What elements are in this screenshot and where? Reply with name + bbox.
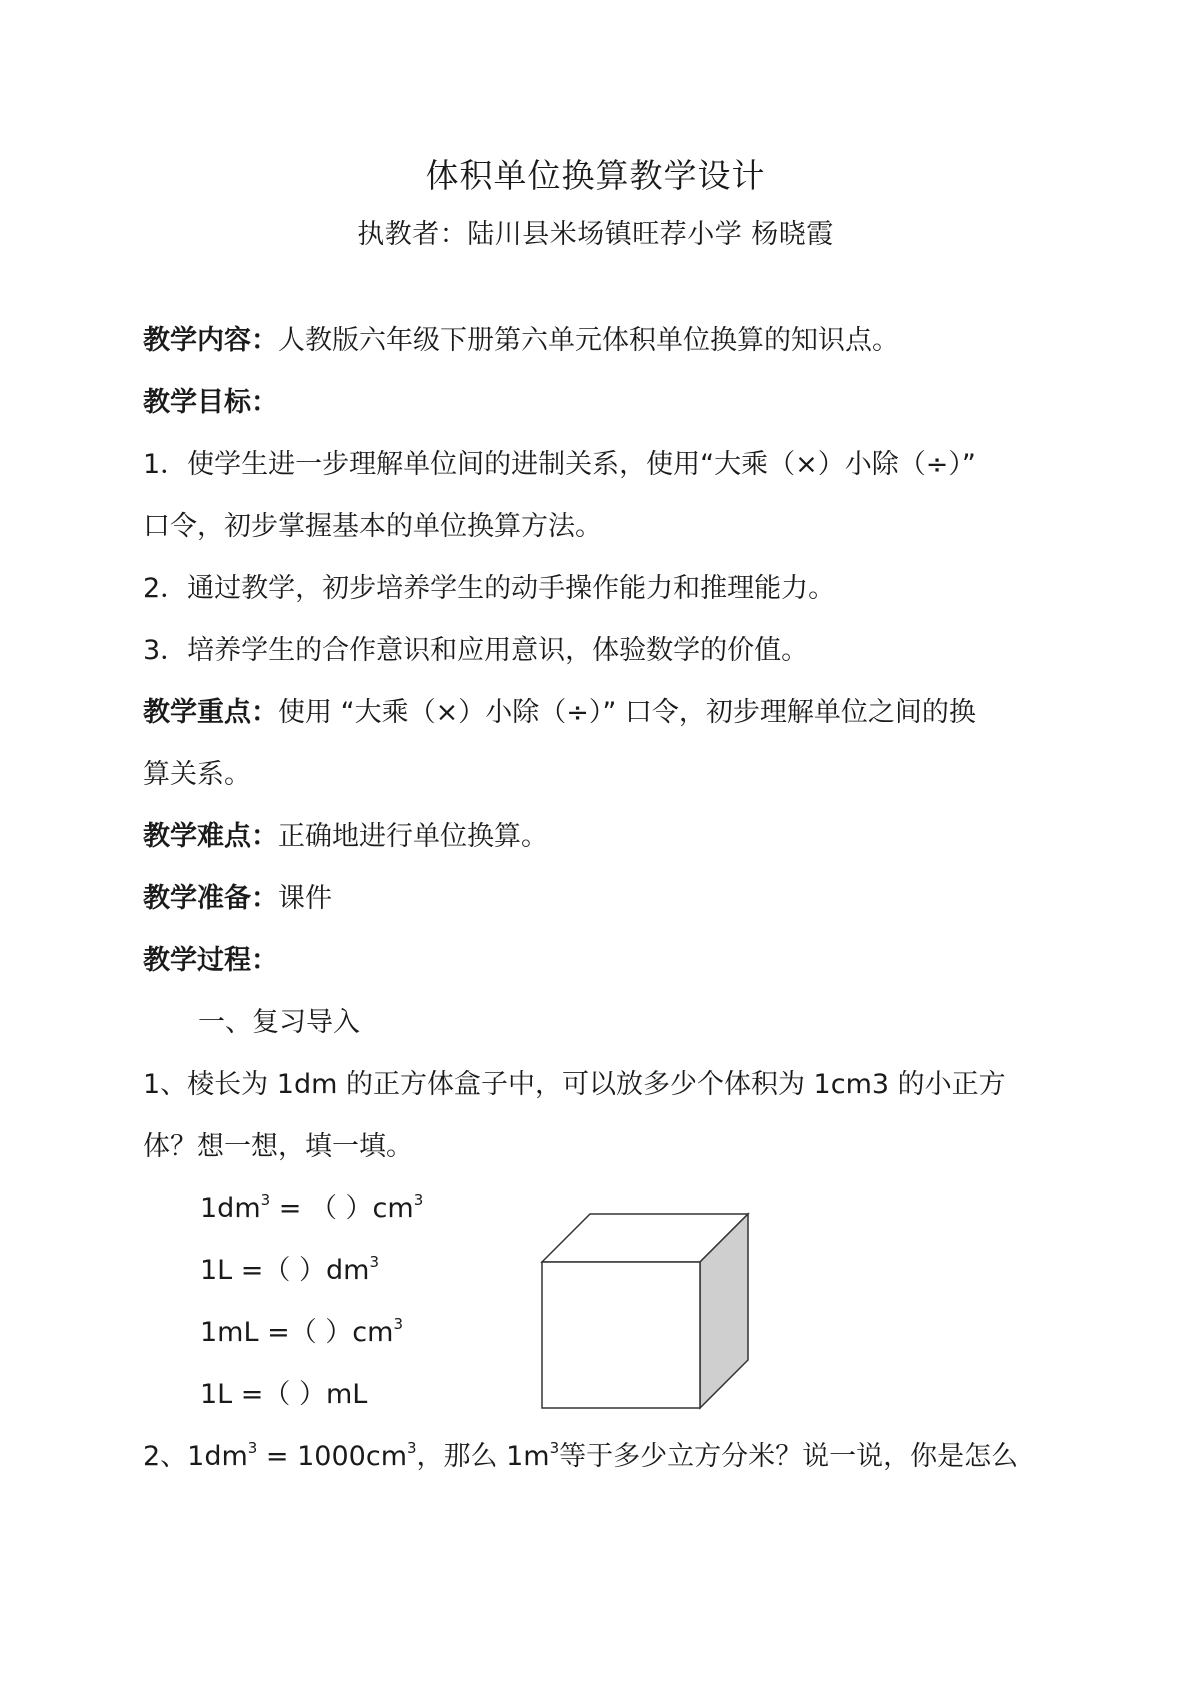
diff-label: 教学难点： [143,821,278,852]
question-1-line-b: 体？想一想，填一填。 [143,1131,413,1162]
superscript: 3 [247,1439,258,1457]
prep-label: 教学准备： [143,883,278,914]
superscript: 3 [407,1439,417,1457]
diff-text: 正确地进行单位换算。 [278,821,548,852]
fill-item-1 [200,1186,423,1225]
preparation [143,876,332,915]
question-1-line-a: 1、棱长为 1dm 的正方体盒子中，可以放多少个体积为 1cm3 的小正方 [143,1069,1006,1100]
key-text-b: 算关系。 [143,759,251,790]
section-1-heading: 一、复习导入 [198,1007,360,1038]
q2-part-d: 等于多少立方分米？说一说，你是怎么 [559,1441,1019,1472]
fill-item-3 [200,1310,403,1349]
q2-part-a: 2、1dm [143,1441,248,1472]
q2-part-c: ，那么 1m [416,1441,550,1472]
goal-2: 2．通过教学，初步培养学生的动手操作能力和推理能力。 [143,573,836,604]
question-2-line-a [143,1434,1018,1473]
fill-2-pre: 1L =（ ）dm [200,1255,370,1286]
superscript: 3 [260,1191,271,1209]
superscript: 3 [369,1253,379,1271]
goal-1-line-a: 1．使学生进一步理解单位间的进制关系，使用“大乘（×）小除（÷）” [143,449,976,480]
goal-3: 3．培养学生的合作意识和应用意识，体验数学的价值。 [143,635,809,666]
content-text: 人教版六年级下册第六单元体积单位换算的知识点。 [278,325,899,356]
key-label: 教学重点： [143,697,278,728]
goal-1-line-b: 口令，初步掌握基本的单位换算方法。 [143,511,602,542]
superscript: 3 [413,1191,424,1209]
superscript: 3 [549,1439,560,1457]
difficult-point [143,814,548,853]
fill-3-pre: 1mL =（ ）cm [200,1317,394,1348]
fill-1-pre: 1dm [200,1193,261,1224]
superscript: 3 [393,1315,404,1333]
doc-title: 体积单位换算教学设计 [425,156,766,195]
fill-item-2 [200,1248,379,1287]
q2-part-b: = 1000cm [257,1441,407,1472]
teaching-content [143,318,899,357]
key-point [143,690,976,729]
cube-illustration [540,1210,760,1410]
goals-label: 教学目标： [143,387,278,418]
key-text-a: 使用 “大乘（×）小除（÷）” 口令，初步理解单位之间的换 [278,697,976,728]
content-label: 教学内容： [143,325,278,356]
fill-1-mid: = （ ）cm [270,1193,414,1224]
process-label: 教学过程： [143,945,278,976]
fill-item-4: 1L =（ ）mL [200,1379,368,1410]
doc-author: 执教者：陆川县米场镇旺荐小学 杨晓霞 [357,219,834,250]
prep-text: 课件 [278,883,332,914]
cube-front-face [542,1262,700,1408]
